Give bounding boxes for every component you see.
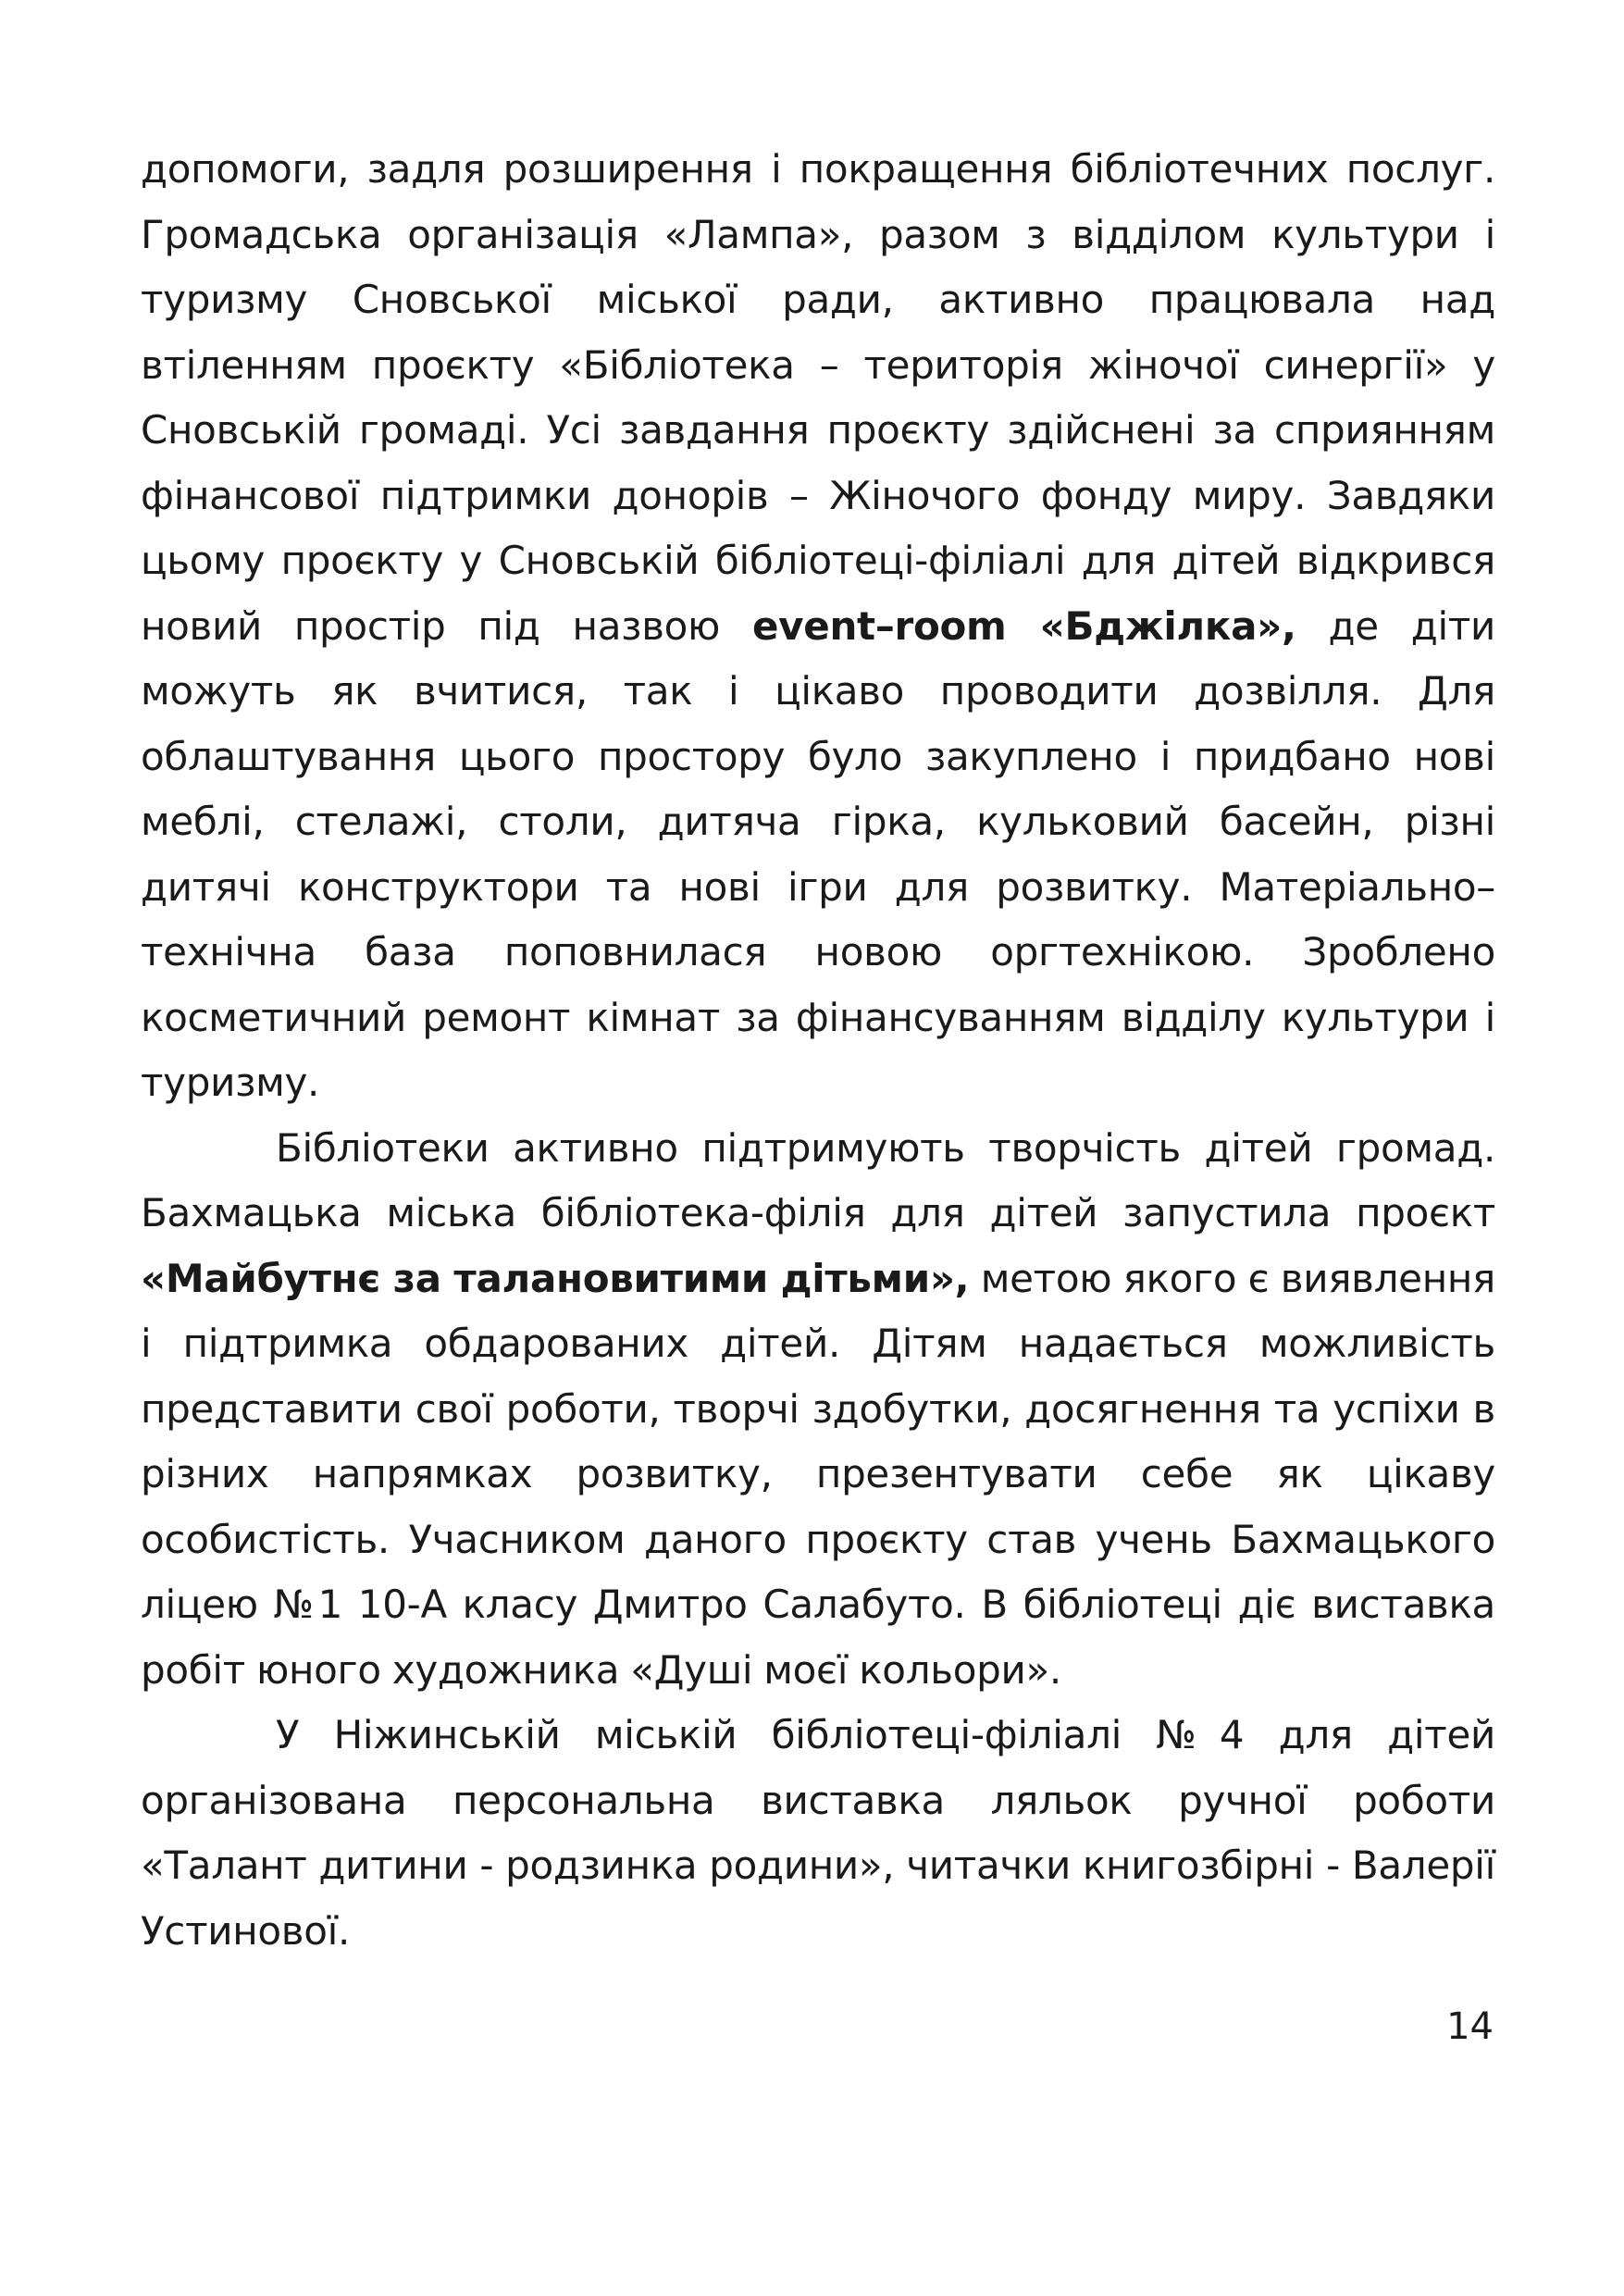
page-number: 14 (1446, 2005, 1494, 2048)
event-room-title: event–room «Бджілка», (752, 602, 1296, 649)
paragraph-text: У Ніжинській міській бібліотеці-філіалі №4 для дітей організована персональна виставка ляльок ручної роботи «Талант дитини - родзинка родини», читачки книгозбірні - Валерії Устинової. (141, 1712, 1495, 1954)
paragraph-text: допомоги, задля розширення і покращення бібліотечних послуг. Громадська організація «Лампа», разом з відділом культури і туризму Сновської міської ради, активно працювала над втіленням проєкту «Бібліотека – територія жіночої синергії» у Сновській громаді. Усі завдання проєкту здійснені за сприянням фінансової підтримки донорів – Жіночого фонду миру. Завдяки цьому проєкту у Сновській бібліотеці-філіалі для дітей відкрився новий простір під назвою (141, 146, 1495, 649)
paragraph-lampa-project (141, 137, 1495, 1116)
paragraph-text: метою якого є виявлення і підтримка обдарованих дітей. Дітям надається можливість представити свої роботи, творчі здобутки, досягнення та успіхи в різних напрямках розвитку, презентувати себе як цікаву особистість. Учасником даного проєкту став учень Бахмацького ліцею №1 10-А класу Дмитро Салабуто. В бібліотеці діє виставка робіт юного художника «Душі моєї кольори». (141, 1255, 1495, 1693)
paragraph-nizhyn-exhibition (141, 1703, 1495, 1964)
paragraph-bakhmach-project (141, 1116, 1495, 1704)
paragraph-text: Бібліотеки активно підтримують творчість дітей громад. Бахмацька міська бібліотека-філія для дітей запустила проєкт (141, 1124, 1495, 1235)
paragraph-text: де діти можуть як вчитися, так і цікаво проводити дозвілля. Для облаштування цього простору було закуплено і придбано нові меблі, стелажі, столи, дитяча гірка, кульковий басейн, різні дитячі конструктори та нові ігри для розвитку. Матеріально–технічна база поповнилася новою оргтехнікою. Зроблено косметичний ремонт кімнат за фінансуванням відділу культури і туризму. (141, 602, 1495, 1105)
project-title: «Майбутнє за талановитими дітьми», (141, 1255, 970, 1301)
page-body (141, 137, 1495, 1964)
